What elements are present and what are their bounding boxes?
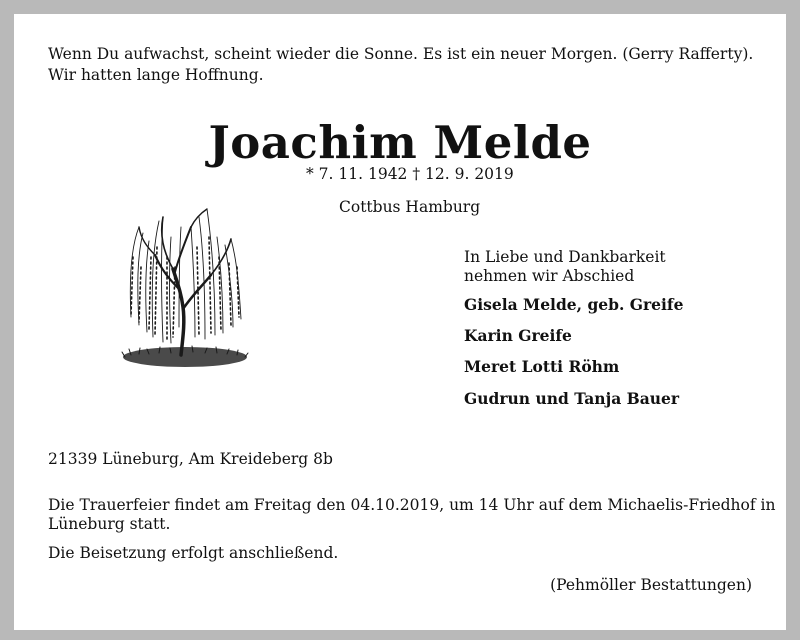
quote-line-2: Wir hatten lange Hoffnung. — [48, 66, 264, 84]
service-line-2: Lüneburg statt. — [48, 515, 171, 533]
life-dates: * 7. 11. 1942 † 12. 9. 2019 — [306, 165, 514, 183]
mourner-name: Gudrun und Tanja Bauer — [464, 389, 680, 408]
deceased-name: Joachim Melde — [208, 116, 592, 169]
opening-quote — [48, 44, 768, 86]
mourners-intro — [464, 248, 666, 286]
intro-line-2: nehmen wir Abschied — [464, 267, 635, 285]
obituary-content — [14, 14, 786, 630]
funeral-service-info — [48, 496, 775, 534]
mourner-name: Gisela Melde, geb. Greife — [464, 295, 684, 314]
burial-info: Die Beisetzung erfolgt anschließend. — [48, 544, 339, 562]
intro-line-1: In Liebe und Dankbarkeit — [464, 248, 666, 266]
undertaker-name: (Pehmöller Bestattungen) — [550, 576, 752, 594]
service-line-1: Die Trauerfeier findet am Freitag den 04.10.2019, um 14 Uhr auf dem Michaelis-Friedhof in — [48, 496, 776, 514]
mourner-name: Karin Greife — [464, 326, 572, 345]
weeping-willow-icon — [119, 197, 254, 372]
mourner-name: Meret Lotti Röhm — [464, 357, 620, 376]
family-address: 21339 Lüneburg, Am Kreideberg 8b — [48, 450, 333, 468]
life-places: Cottbus Hamburg — [339, 198, 481, 216]
quote-line-1: Wenn Du aufwachst, scheint wieder die Sonne. Es ist ein neuer Morgen. (Gerry Rafferty). — [48, 45, 754, 63]
